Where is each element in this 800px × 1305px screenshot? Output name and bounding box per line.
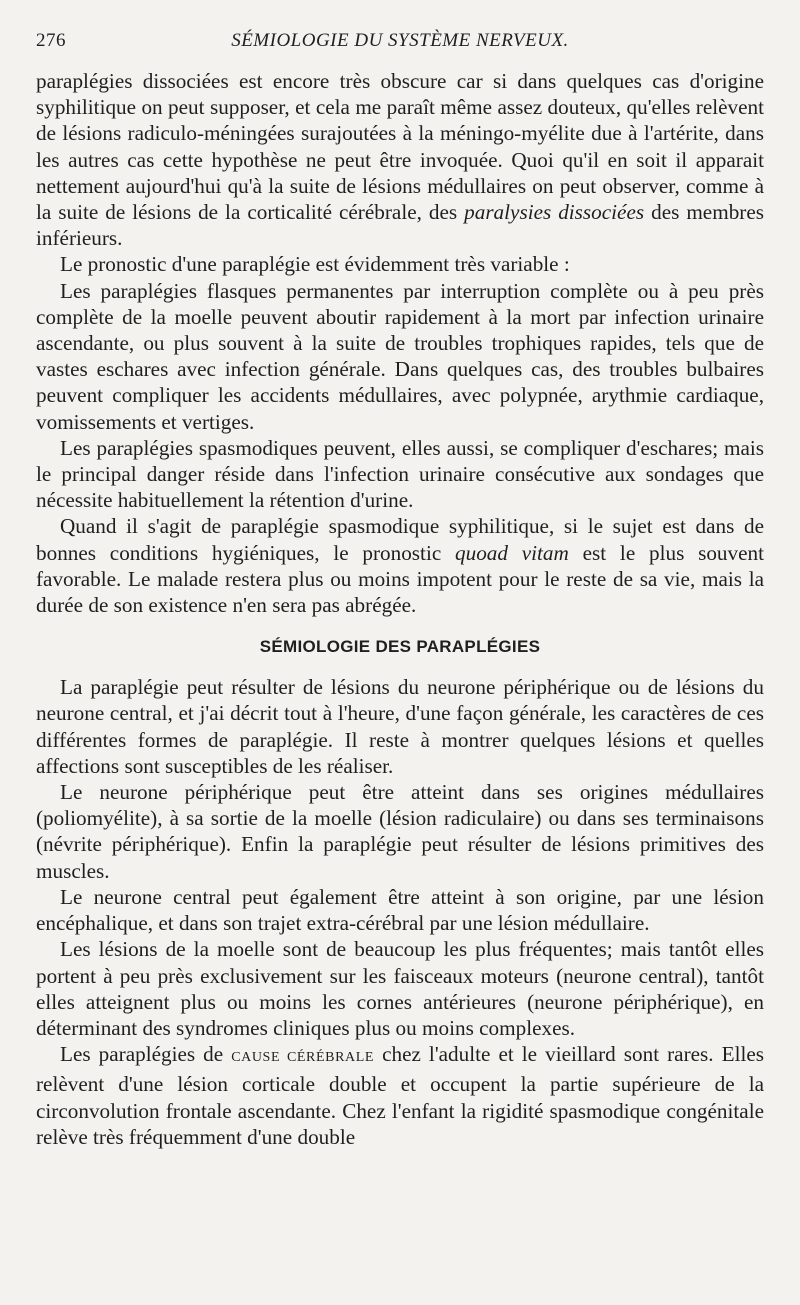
italic-term: quoad vitam	[455, 540, 569, 565]
page-number: 276	[36, 30, 66, 51]
paragraph: Le pronostic d'une paraplégie est évidemment très variable :	[60, 252, 570, 277]
italic-term: paralysies dissociées	[464, 200, 645, 225]
running-title: SÉMIOLOGIE DU SYSTÈME NERVEUX.	[231, 30, 569, 51]
paragraph: La paraplégie peut résulter de lésions du neurone périphérique ou de lésions du neurone central, et j'ai décrit tout à l'heure, d'une façon générale, les caractères de ces différentes formes de paraplégie. Il reste à montrer quelques lésions et quelles affections sont susceptibles de les réaliser.	[36, 675, 764, 778]
paragraph: Les paraplégies spasmodiques peuvent, elles aussi, se compliquer d'eschares; mais le principal danger réside dans l'infection urinaire consécutive aux sondages que nécessite habituellement la rétention d'urine.	[36, 435, 764, 513]
small-caps-term: CAUSE CÉRÉBRALE	[231, 1050, 375, 1066]
body-text	[36, 68, 764, 1150]
paragraph: paraplégies dissociées est encore très obscure car si dans quelques cas d'origine syphilitique on peut supposer, et cela me paraît même assez douteux, qu'elles relèvent de lésions radiculo-méningées surajoutées à la méningo-myélite due à l'artérite, dans les autres cas cette hypothèse ne peut être invoquée. Quoi qu'il en soit il apparait nettement aujourd'hui qu'à la suite de lésions médullaires on peut observer, comme à la suite de lésions de la corticalité cérébrale, des paralysies dissociées des membres inférieurs.	[36, 69, 764, 251]
paragraph: Les paraplégies de CAUSE CÉRÉBRALE chez l'adulte et le vieillard sont rares. Elles relèvent d'une lésion corticale double et occupent la partie supérieure de la circonvolution frontale ascendante. Chez l'enfant la rigidité spasmodique congénitale relève très fréquemment d'une double	[36, 1042, 764, 1149]
running-head	[36, 30, 764, 56]
paragraph: Les lésions de la moelle sont de beaucoup les plus fréquentes; mais tantôt elles portent à peu près exclusivement sur les faisceaux moteurs (neurone central), tantôt elles atteignent plus ou moins les cornes antérieures (neurone périphérique), en déterminant des syndromes cliniques plus ou moins complexes.	[36, 937, 764, 1040]
paragraph: Le neurone périphérique peut être atteint dans ses origines médullaires (poliomyélite), à sa sortie de la moelle (lésion radiculaire) ou dans ses terminaisons (névrite périphérique). Enfin la paraplégie peut résulter de lésions primitives des muscles.	[36, 780, 764, 883]
paragraph: Quand il s'agit de paraplégie spasmodique syphilitique, si le sujet est dans de bonnes conditions hygiéniques, le pronostic quoad vitam est le plus souvent favorable. Le malade restera plus ou moins impotent pour le reste de sa vie, mais la durée de son existence n'en sera pas abrégée.	[36, 514, 765, 618]
paragraph: Le neurone central peut également être atteint à son origine, par une lésion encéphalique, et dans son trajet extra-cérébral par une lésion médullaire.	[36, 884, 764, 936]
section-heading: SÉMIOLOGIE DES PARAPLÉGIES	[259, 637, 541, 657]
paragraph: Les paraplégies flasques permanentes par interruption complète ou à peu près complète de la moelle peuvent aboutir rapidement à la mort par infection urinaire ascendante, ou plus souvent à la suite de troubles trophiques rapides, tels que de vastes eschares avec infection générale. Dans quelques cas, des troubles bulbaires peuvent compliquer les accidents médullaires, avec polypnée, arythmie cardiaque, vomissements et vertiges.	[36, 278, 764, 434]
